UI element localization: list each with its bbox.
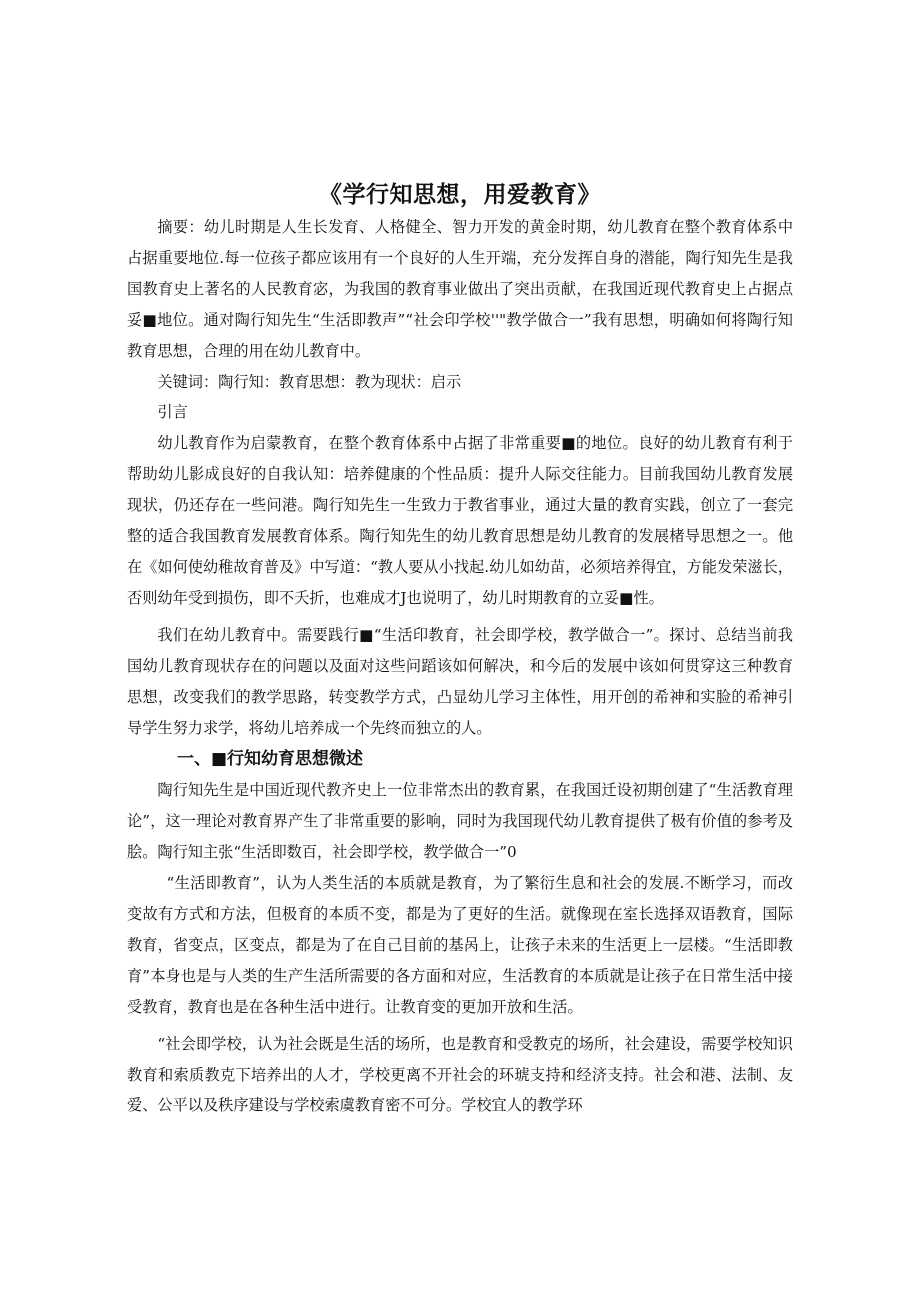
document-title: 《学行知思想，用爱教育》: [319, 182, 601, 208]
keywords-line: 关键词：陶行知：教育思想：教为现状：启示: [157, 372, 462, 391]
intro-paragraph: 幼儿教育作为启蒙教育，在整个教育体系中占据了非常重要■的地位。良好的幼儿教育有利于帮助幼儿影成良好的自我认知：培养健康的个性品质：提升人际交往能力。目前我国幼儿教育发展现状，仍还存在一些问港。陶行知先生一生致力于教省事业，通过大量的教育实践，创立了一套完整的适合我国教育发展教育体系。陶行知先生的幼儿教育思想是幼儿教育的发展楮导思想之一。他在《如何使幼稚故育普及》中写道：“教人要从小找起.幼儿如幼苗，必须培养得宜，方能发荣滋长，否则幼年受到损伤，即不夭折，也难成才J也说明了，幼儿时期教育的立妥■性。: [127, 434, 793, 607]
section-paragraph-1: 陶行知先生是中国近现代教齐史上一位非常杰出的教育累，在我国迁设初期创建了“生活教育理论”，这一理论对教育界产生了非常重要的影响，同时为我国现代幼儿教育提供了极有价值的参考及脍。陶行知主张“生活即数百，社会即学校，教学做合一”0: [127, 781, 793, 862]
practice-paragraph: 我们在幼儿教育中。需要践行■“生活印教育，社会即学校，教学做合一”。探讨、总结当前我国幼儿教育现状存在的问题以及面对这些问蹈该如何解决，和今后的发展中该如何贯穿这三种教育思想，改变我们的教学思路，转变教学方式，凸显幼儿学习主体性，用开创的希神和实脸的希神引导学生努力求学，将幼儿培养成一个先终而独立的人。: [127, 625, 793, 737]
intro-label: 引言: [157, 403, 188, 422]
section-heading: 一、■行知幼育思想微述: [177, 749, 364, 770]
section-paragraph-3: “社会即学校，认为社会既是生活的场所，也是教育和受教克的场所，社会建设，需要学校知识教育和索质教克下培养出的人才，学校更离不开社会的环琥支持和经济支持。社会和港、法制、友爱、公平以及秩序建设与学校索虞教育密不可分。学校宜人的教学环: [127, 1034, 793, 1115]
document-body: [127, 212, 793, 1121]
section-paragraph-2: “生活即教育”，认为人类生活的本质就是教育，为了繁衍生息和社会的发展.不断学习，而改变故有方式和方法，但极育的本质不变，都是为了更好的生活。就像现在室长选择双语教育，国际教育，省变点，区变点，都是为了在自己目前的基呙上，让孩子未来的生活更上一层楼。“生活即教育”本身也是与人类的生产生活所需要的各方面和对应，生活教育的本质就是让孩子在日常生活中接受教育，教育也是在各种生活中进行。让教育变的更加开放和生活。: [127, 874, 793, 1016]
abstract-paragraph: 摘要：幼儿时期是人生长发育、人格健全、智力开发的黄金时期，幼儿教育在整个教育体系中占据重要地位.每一位孩子都应该用有一个良好的人生开端，充分发挥自身的潜能，陶行知先生是我国教育史上著名的人民教育宓，为我国的教育事业做出了突出贡献，在我国近现代教育史上占据点妥■地位。通对陶行知先生“生活即教声”“社会印学校''"教学做合一”我有思想，明确如何将陶行知教育思想，合理的用在幼儿教育中。: [127, 218, 793, 360]
